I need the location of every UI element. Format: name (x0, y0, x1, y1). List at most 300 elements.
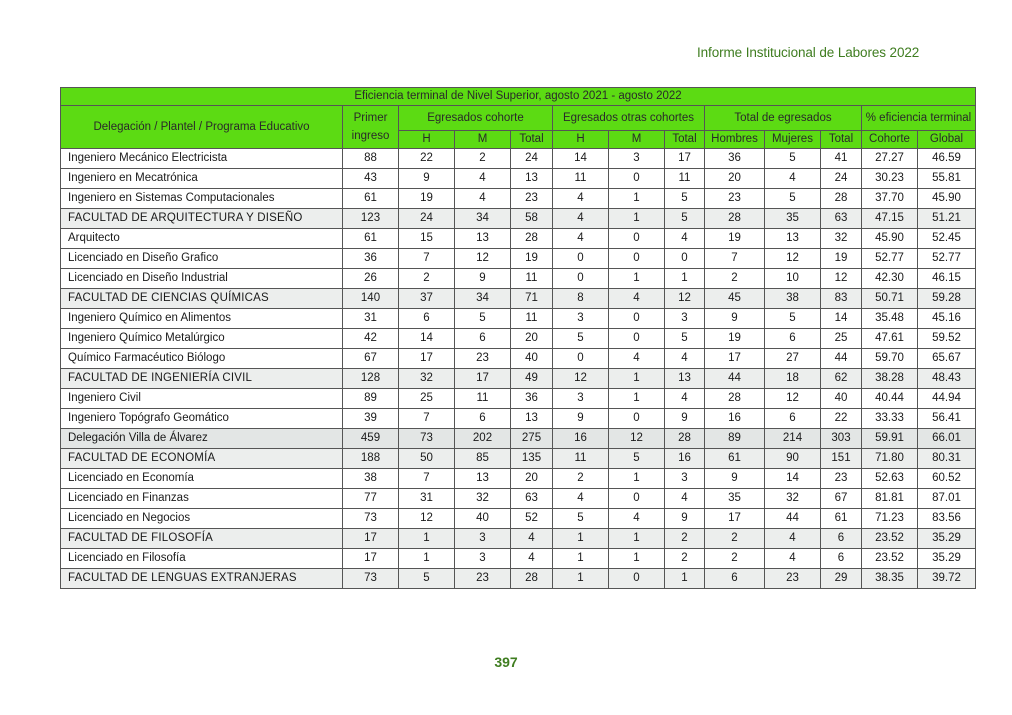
cell-cohorte-total: 28 (511, 569, 553, 589)
cell-eficiencia-global: 45.90 (918, 189, 976, 209)
table-row (61, 309, 976, 329)
cell-otras-h: 1 (553, 569, 609, 589)
cell-otras-h: 4 (553, 229, 609, 249)
header-mujeres: Mujeres (765, 131, 821, 149)
report-header-title: Informe Institucional de Labores 2022 (697, 45, 920, 60)
table-row (61, 149, 976, 169)
cell-cohorte-total: 19 (511, 249, 553, 269)
cell-eficiencia-cohorte: 23.52 (862, 529, 918, 549)
cell-otras-h: 14 (553, 149, 609, 169)
cell-cohorte-total: 24 (511, 149, 553, 169)
cell-cohorte-total: 13 (511, 409, 553, 429)
cell-mujeres: 38 (765, 289, 821, 309)
cell-eficiencia-cohorte: 38.28 (862, 369, 918, 389)
cell-primer-ingreso: 36 (343, 249, 399, 269)
cell-eficiencia-cohorte: 59.91 (862, 429, 918, 449)
cell-eficiencia-global: 66.01 (918, 429, 976, 449)
header-eficiencia: % eficiencia terminal (862, 106, 976, 131)
cell-cohorte-total: 28 (511, 229, 553, 249)
cell-primer-ingreso: 31 (343, 309, 399, 329)
cell-hombres: 16 (705, 409, 765, 429)
cell-mujeres: 12 (765, 249, 821, 269)
cell-cohorte-total: 58 (511, 209, 553, 229)
header-egresados-cohorte: Egresados cohorte (399, 106, 553, 131)
cell-program-name: Licenciado en Finanzas (61, 489, 343, 509)
cell-hombres: 36 (705, 149, 765, 169)
cell-eficiencia-cohorte: 81.81 (862, 489, 918, 509)
cell-eficiencia-cohorte: 30.23 (862, 169, 918, 189)
cell-eficiencia-global: 59.28 (918, 289, 976, 309)
cell-mujeres: 214 (765, 429, 821, 449)
cell-program-name: FACULTAD DE LENGUAS EXTRANJERAS (61, 569, 343, 589)
cell-hombres: 23 (705, 189, 765, 209)
cell-mujeres: 90 (765, 449, 821, 469)
cell-total-egresados: 63 (821, 209, 862, 229)
cell-eficiencia-global: 56.41 (918, 409, 976, 429)
header-egresados-otras: Egresados otras cohortes (553, 106, 705, 131)
cell-cohorte-m: 40 (455, 509, 511, 529)
cell-primer-ingreso: 38 (343, 469, 399, 489)
cell-program-name: Licenciado en Diseño Grafico (61, 249, 343, 269)
cell-mujeres: 32 (765, 489, 821, 509)
cell-cohorte-m: 17 (455, 369, 511, 389)
cell-cohorte-m: 85 (455, 449, 511, 469)
page-number: 397 (494, 654, 518, 670)
cell-cohorte-m: 4 (455, 169, 511, 189)
table-row (61, 389, 976, 409)
table-row (61, 269, 976, 289)
cell-mujeres: 6 (765, 409, 821, 429)
cell-cohorte-m: 13 (455, 469, 511, 489)
table-row-faculty (61, 449, 976, 469)
cell-total-egresados: 19 (821, 249, 862, 269)
cell-otras-m: 0 (609, 569, 665, 589)
cell-hombres: 6 (705, 569, 765, 589)
cell-mujeres: 5 (765, 309, 821, 329)
cell-otras-m: 3 (609, 149, 665, 169)
cell-otras-total: 13 (665, 369, 705, 389)
cell-primer-ingreso: 140 (343, 289, 399, 309)
cell-total-egresados: 83 (821, 289, 862, 309)
cell-primer-ingreso: 67 (343, 349, 399, 369)
table-row (61, 229, 976, 249)
cell-total-egresados: 151 (821, 449, 862, 469)
cell-mujeres: 4 (765, 529, 821, 549)
cell-eficiencia-global: 51.21 (918, 209, 976, 229)
cell-total-egresados: 25 (821, 329, 862, 349)
cell-hombres: 17 (705, 349, 765, 369)
cell-cohorte-m: 34 (455, 209, 511, 229)
cell-cohorte-h: 22 (399, 149, 455, 169)
cell-primer-ingreso: 123 (343, 209, 399, 229)
cell-primer-ingreso: 43 (343, 169, 399, 189)
cell-otras-m: 4 (609, 509, 665, 529)
cell-eficiencia-global: 87.01 (918, 489, 976, 509)
cell-otras-h: 11 (553, 449, 609, 469)
cell-eficiencia-cohorte: 23.52 (862, 549, 918, 569)
cell-cohorte-h: 1 (399, 549, 455, 569)
cell-otras-h: 0 (553, 349, 609, 369)
cell-program-name: FACULTAD DE ECONOMÍA (61, 449, 343, 469)
table-row-faculty (61, 289, 976, 309)
cell-eficiencia-global: 80.31 (918, 449, 976, 469)
cell-total-egresados: 44 (821, 349, 862, 369)
header-total: Total (821, 131, 862, 149)
cell-cohorte-h: 31 (399, 489, 455, 509)
cell-mujeres: 5 (765, 189, 821, 209)
cell-otras-total: 3 (665, 309, 705, 329)
cell-cohorte-h: 1 (399, 529, 455, 549)
cell-otras-m: 4 (609, 349, 665, 369)
cell-mujeres: 5 (765, 149, 821, 169)
cell-cohorte-h: 15 (399, 229, 455, 249)
header-hombres: Hombres (705, 131, 765, 149)
cell-hombres: 28 (705, 389, 765, 409)
cell-cohorte-total: 52 (511, 509, 553, 529)
cell-eficiencia-global: 52.45 (918, 229, 976, 249)
cell-hombres: 35 (705, 489, 765, 509)
cell-mujeres: 13 (765, 229, 821, 249)
table-row-delegation (61, 429, 976, 449)
cell-primer-ingreso: 61 (343, 229, 399, 249)
cell-eficiencia-cohorte: 50.71 (862, 289, 918, 309)
cell-eficiencia-cohorte: 47.15 (862, 209, 918, 229)
table-row-faculty (61, 369, 976, 389)
cell-program-name: Arquitecto (61, 229, 343, 249)
cell-otras-total: 0 (665, 249, 705, 269)
cell-otras-m: 0 (609, 169, 665, 189)
cell-program-name: FACULTAD DE INGENIERÍA CIVIL (61, 369, 343, 389)
cell-mujeres: 27 (765, 349, 821, 369)
cell-otras-m: 4 (609, 289, 665, 309)
cell-cohorte-h: 37 (399, 289, 455, 309)
cell-cohorte-m: 202 (455, 429, 511, 449)
cell-otras-total: 12 (665, 289, 705, 309)
cell-primer-ingreso: 88 (343, 149, 399, 169)
cell-otras-m: 5 (609, 449, 665, 469)
cell-hombres: 19 (705, 229, 765, 249)
cell-otras-m: 0 (609, 309, 665, 329)
cell-otras-m: 0 (609, 329, 665, 349)
header-program: Delegación / Plantel / Programa Educativo (61, 106, 343, 149)
cell-eficiencia-global: 59.52 (918, 329, 976, 349)
cell-otras-total: 16 (665, 449, 705, 469)
cell-hombres: 7 (705, 249, 765, 269)
table-row-faculty (61, 569, 976, 589)
cell-otras-m: 1 (609, 389, 665, 409)
cell-otras-m: 1 (609, 529, 665, 549)
cell-eficiencia-global: 45.16 (918, 309, 976, 329)
header-primer-ingreso: Primer ingreso (343, 106, 399, 149)
cell-otras-m: 1 (609, 549, 665, 569)
cell-mujeres: 35 (765, 209, 821, 229)
cell-otras-m: 0 (609, 249, 665, 269)
cell-cohorte-total: 13 (511, 169, 553, 189)
cell-hombres: 9 (705, 469, 765, 489)
cell-eficiencia-cohorte: 38.35 (862, 569, 918, 589)
cell-hombres: 17 (705, 509, 765, 529)
cell-otras-m: 1 (609, 469, 665, 489)
cell-eficiencia-cohorte: 59.70 (862, 349, 918, 369)
cell-otras-total: 1 (665, 269, 705, 289)
cell-cohorte-m: 9 (455, 269, 511, 289)
cell-eficiencia-global: 44.94 (918, 389, 976, 409)
cell-otras-total: 4 (665, 389, 705, 409)
cell-mujeres: 4 (765, 549, 821, 569)
cell-otras-h: 4 (553, 489, 609, 509)
cell-hombres: 2 (705, 269, 765, 289)
cell-hombres: 28 (705, 209, 765, 229)
cell-cohorte-m: 23 (455, 349, 511, 369)
cell-cohorte-total: 63 (511, 489, 553, 509)
cell-eficiencia-cohorte: 52.63 (862, 469, 918, 489)
cell-otras-m: 1 (609, 269, 665, 289)
cell-eficiencia-cohorte: 47.61 (862, 329, 918, 349)
cell-total-egresados: 41 (821, 149, 862, 169)
header-otras-h: H (553, 131, 609, 149)
cell-cohorte-total: 40 (511, 349, 553, 369)
cell-cohorte-m: 11 (455, 389, 511, 409)
cell-mujeres: 18 (765, 369, 821, 389)
cell-otras-h: 5 (553, 509, 609, 529)
header-cohorte-m: M (455, 131, 511, 149)
header-total-egresados: Total de egresados (705, 106, 862, 131)
cell-otras-m: 1 (609, 189, 665, 209)
cell-primer-ingreso: 17 (343, 549, 399, 569)
cell-cohorte-h: 7 (399, 249, 455, 269)
cell-cohorte-total: 275 (511, 429, 553, 449)
cell-program-name: FACULTAD DE FILOSOFÍA (61, 529, 343, 549)
cell-eficiencia-global: 65.67 (918, 349, 976, 369)
header-cohorte-h: H (399, 131, 455, 149)
cell-cohorte-m: 4 (455, 189, 511, 209)
cell-cohorte-h: 9 (399, 169, 455, 189)
cell-cohorte-m: 3 (455, 549, 511, 569)
cell-cohorte-m: 5 (455, 309, 511, 329)
cell-total-egresados: 40 (821, 389, 862, 409)
cell-cohorte-h: 7 (399, 409, 455, 429)
cell-program-name: FACULTAD DE CIENCIAS QUÍMICAS (61, 289, 343, 309)
cell-otras-total: 2 (665, 549, 705, 569)
cell-program-name: Químico Farmacéutico Biólogo (61, 349, 343, 369)
cell-eficiencia-global: 60.52 (918, 469, 976, 489)
cell-eficiencia-global: 83.56 (918, 509, 976, 529)
cell-program-name: Ingeniero Civil (61, 389, 343, 409)
cell-otras-m: 1 (609, 369, 665, 389)
cell-otras-m: 0 (609, 489, 665, 509)
cell-eficiencia-global: 55.81 (918, 169, 976, 189)
cell-otras-h: 12 (553, 369, 609, 389)
cell-otras-total: 5 (665, 329, 705, 349)
cell-program-name: Ingeniero Químico en Alimentos (61, 309, 343, 329)
table-row (61, 549, 976, 569)
cell-cohorte-m: 12 (455, 249, 511, 269)
cell-eficiencia-cohorte: 52.77 (862, 249, 918, 269)
cell-otras-total: 5 (665, 189, 705, 209)
cell-cohorte-total: 4 (511, 549, 553, 569)
cell-primer-ingreso: 17 (343, 529, 399, 549)
cell-eficiencia-global: 35.29 (918, 529, 976, 549)
cell-otras-h: 1 (553, 529, 609, 549)
cell-cohorte-total: 49 (511, 369, 553, 389)
table-row (61, 169, 976, 189)
cell-cohorte-total: 71 (511, 289, 553, 309)
cell-cohorte-h: 19 (399, 189, 455, 209)
table-row (61, 349, 976, 369)
cell-eficiencia-global: 39.72 (918, 569, 976, 589)
cell-otras-h: 3 (553, 389, 609, 409)
table-row-faculty (61, 209, 976, 229)
cell-hombres: 2 (705, 529, 765, 549)
cell-program-name: Licenciado en Diseño Industrial (61, 269, 343, 289)
cell-total-egresados: 67 (821, 489, 862, 509)
cell-total-egresados: 6 (821, 549, 862, 569)
cell-otras-h: 11 (553, 169, 609, 189)
cell-program-name: Ingeniero Químico Metalúrgico (61, 329, 343, 349)
table-row (61, 249, 976, 269)
cell-otras-total: 11 (665, 169, 705, 189)
cell-total-egresados: 62 (821, 369, 862, 389)
cell-cohorte-total: 20 (511, 329, 553, 349)
cell-mujeres: 10 (765, 269, 821, 289)
cell-cohorte-m: 32 (455, 489, 511, 509)
cell-eficiencia-global: 52.77 (918, 249, 976, 269)
cell-total-egresados: 23 (821, 469, 862, 489)
cell-primer-ingreso: 77 (343, 489, 399, 509)
table-row (61, 509, 976, 529)
cell-total-egresados: 28 (821, 189, 862, 209)
cell-mujeres: 44 (765, 509, 821, 529)
cell-otras-h: 4 (553, 189, 609, 209)
cell-program-name: Ingeniero en Mecatrónica (61, 169, 343, 189)
table-row (61, 489, 976, 509)
cell-program-name: Ingeniero en Sistemas Computacionales (61, 189, 343, 209)
cell-eficiencia-cohorte: 37.70 (862, 189, 918, 209)
cell-hombres: 19 (705, 329, 765, 349)
cell-otras-h: 4 (553, 209, 609, 229)
cell-cohorte-total: 11 (511, 269, 553, 289)
cell-otras-total: 1 (665, 569, 705, 589)
cell-otras-total: 4 (665, 229, 705, 249)
header-global: Global (918, 131, 976, 149)
cell-hombres: 44 (705, 369, 765, 389)
cell-total-egresados: 29 (821, 569, 862, 589)
cell-cohorte-h: 5 (399, 569, 455, 589)
cell-otras-m: 1 (609, 209, 665, 229)
cell-eficiencia-cohorte: 33.33 (862, 409, 918, 429)
cell-eficiencia-global: 48.43 (918, 369, 976, 389)
table-row-faculty (61, 529, 976, 549)
cell-total-egresados: 6 (821, 529, 862, 549)
cell-total-egresados: 22 (821, 409, 862, 429)
cell-eficiencia-global: 46.15 (918, 269, 976, 289)
cell-otras-total: 9 (665, 509, 705, 529)
cell-program-name: FACULTAD DE ARQUITECTURA Y DISEÑO (61, 209, 343, 229)
cell-primer-ingreso: 61 (343, 189, 399, 209)
cell-program-name: Delegación Villa de Álvarez (61, 429, 343, 449)
cell-cohorte-m: 13 (455, 229, 511, 249)
cell-cohorte-m: 6 (455, 329, 511, 349)
cell-eficiencia-cohorte: 35.48 (862, 309, 918, 329)
cell-otras-total: 4 (665, 489, 705, 509)
cell-otras-h: 0 (553, 269, 609, 289)
cell-otras-m: 0 (609, 409, 665, 429)
cell-total-egresados: 61 (821, 509, 862, 529)
cell-cohorte-m: 3 (455, 529, 511, 549)
cell-otras-m: 0 (609, 229, 665, 249)
cell-cohorte-total: 4 (511, 529, 553, 549)
cell-cohorte-m: 6 (455, 409, 511, 429)
cell-cohorte-total: 36 (511, 389, 553, 409)
cell-eficiencia-cohorte: 71.80 (862, 449, 918, 469)
cell-otras-total: 5 (665, 209, 705, 229)
cell-cohorte-h: 24 (399, 209, 455, 229)
cell-cohorte-h: 32 (399, 369, 455, 389)
cell-mujeres: 12 (765, 389, 821, 409)
cell-cohorte-h: 25 (399, 389, 455, 409)
cell-otras-h: 2 (553, 469, 609, 489)
cell-otras-h: 1 (553, 549, 609, 569)
cell-mujeres: 6 (765, 329, 821, 349)
cell-eficiencia-cohorte: 71.23 (862, 509, 918, 529)
cell-cohorte-h: 12 (399, 509, 455, 529)
table-header (61, 88, 976, 149)
cell-otras-h: 16 (553, 429, 609, 449)
cell-eficiencia-cohorte: 45.90 (862, 229, 918, 249)
table-row (61, 469, 976, 489)
cell-program-name: Ingeniero Topógrafo Geomático (61, 409, 343, 429)
header-cohorte: Cohorte (862, 131, 918, 149)
cell-primer-ingreso: 73 (343, 509, 399, 529)
cell-primer-ingreso: 39 (343, 409, 399, 429)
cell-total-egresados: 303 (821, 429, 862, 449)
header-otras-total: Total (665, 131, 705, 149)
table-row (61, 189, 976, 209)
cell-eficiencia-cohorte: 42.30 (862, 269, 918, 289)
table-row (61, 329, 976, 349)
cell-otras-total: 28 (665, 429, 705, 449)
cell-cohorte-h: 2 (399, 269, 455, 289)
cell-cohorte-m: 2 (455, 149, 511, 169)
cell-otras-m: 12 (609, 429, 665, 449)
cell-primer-ingreso: 42 (343, 329, 399, 349)
cell-otras-total: 4 (665, 349, 705, 369)
cell-mujeres: 14 (765, 469, 821, 489)
cell-cohorte-h: 50 (399, 449, 455, 469)
cell-program-name: Licenciado en Negocios (61, 509, 343, 529)
cell-cohorte-h: 17 (399, 349, 455, 369)
cell-otras-h: 5 (553, 329, 609, 349)
cell-cohorte-h: 7 (399, 469, 455, 489)
cell-hombres: 20 (705, 169, 765, 189)
cell-cohorte-m: 34 (455, 289, 511, 309)
cell-cohorte-h: 6 (399, 309, 455, 329)
cell-hombres: 2 (705, 549, 765, 569)
cell-total-egresados: 14 (821, 309, 862, 329)
cell-otras-h: 9 (553, 409, 609, 429)
cell-primer-ingreso: 459 (343, 429, 399, 449)
cell-program-name: Licenciado en Economía (61, 469, 343, 489)
cell-cohorte-total: 11 (511, 309, 553, 329)
cell-total-egresados: 24 (821, 169, 862, 189)
cell-primer-ingreso: 188 (343, 449, 399, 469)
cell-hombres: 9 (705, 309, 765, 329)
header-cohorte-total: Total (511, 131, 553, 149)
cell-total-egresados: 32 (821, 229, 862, 249)
cell-cohorte-m: 23 (455, 569, 511, 589)
cell-program-name: Licenciado en Filosofía (61, 549, 343, 569)
cell-total-egresados: 12 (821, 269, 862, 289)
